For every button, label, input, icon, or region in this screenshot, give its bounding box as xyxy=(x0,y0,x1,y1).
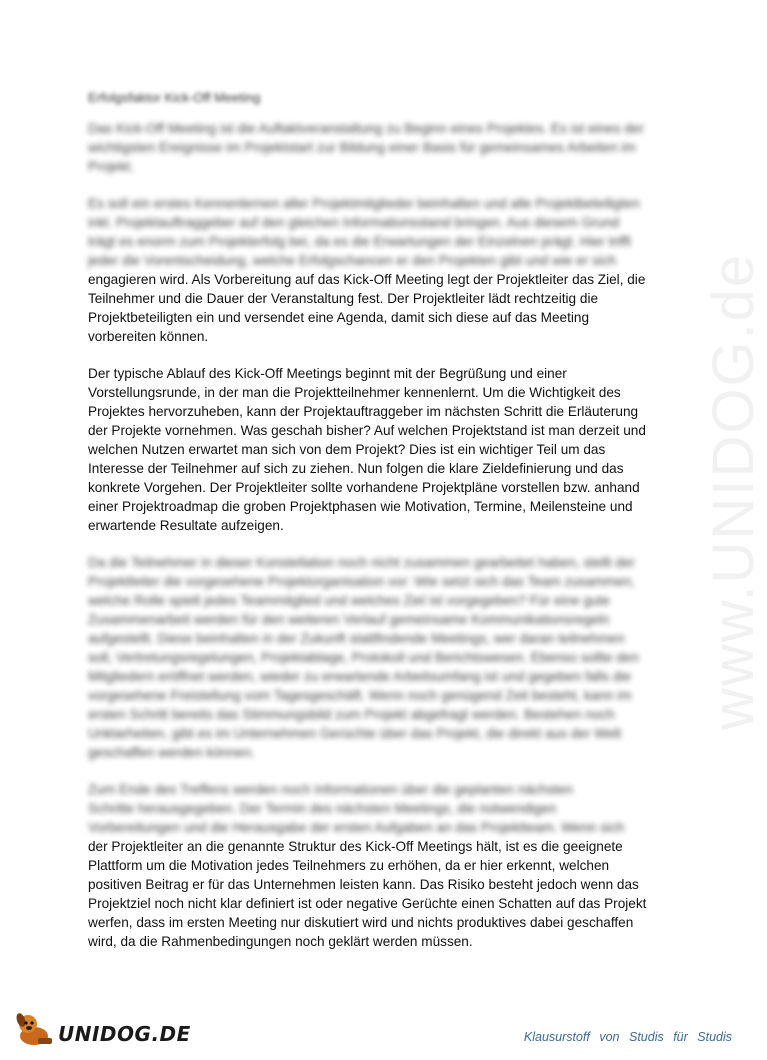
unidog-logo[interactable] xyxy=(14,1008,191,1048)
text-line: soll, Vertretungsregelungen, Projektablage, Protokoll und Berichtswesen. Ebenso sollte den xyxy=(88,650,639,665)
text-line: der Projektleiter an die genannte Struktur des Kick-Off Meetings hält, ist es die geeignete xyxy=(88,839,623,854)
text-line: Interesse der Teilnehmer auf sich zu ziehen. Nun folgen die klare Zieldefinierung und das xyxy=(88,461,624,476)
text-line: Es soll ein erstes Kennenlernen aller Projektmitglieder beinhalten und alle Projektbeteiligten xyxy=(88,196,640,211)
text-line: Schritte herausgegeben. Der Termin des nächsten Meetings, die notwendigen xyxy=(88,801,557,816)
text-line: trägt es enorm zum Projekterfolg bei, da es die Erwartungen der Einzelnen prägt. Hier trifft xyxy=(88,234,632,249)
text-line: ersten Schritt bereits das Stimmungsbild zum Projekt abgefragt werden. Bestehen noch xyxy=(88,707,615,722)
text-line: Projektbeteiligten ein und versendet eine Agenda, damit sich diese auf das Meeting xyxy=(88,310,590,325)
text-line: Vorbereitungen und die Herausgabe der ersten Aufgaben an das Projektteam. Wenn sich xyxy=(88,820,625,835)
watermark: www.UNIDOG.de xyxy=(701,252,766,730)
text-line: Vorstellungsrunde, in der man die Projektteilnehmer kennenlernt. Um die Wichtigkeit des xyxy=(88,385,621,400)
footer-tagline: Klausurstoff von Studis für Studis xyxy=(523,1030,732,1044)
text-line: Zum Ende des Treffens werden noch Informationen über die geplanten nächsten xyxy=(88,782,573,797)
text-line: vorbereiten können. xyxy=(88,329,209,344)
intro-paragraph: Das Kick-Off Meeting ist die Auftaktveranstaltung zu Beginn eines Projektes. Es ist eines der wichtigsten Ereignisse im Projektstart zur Bildung einer Basis für gemeinsames Arbeiten im Projekt. xyxy=(88,121,644,174)
text-line: Mitgliedern eröffnet werden, wieder zu erwartende Arbeitsumfang ist und gegeben falls die xyxy=(88,669,632,684)
text-line: wird, da die Rahmenbedingungen noch geklärt werden müssen. xyxy=(88,934,473,949)
text-line: geschaffen werden können. xyxy=(88,745,255,760)
text-line: welche Rolle spielt jedes Teammitglied und welches Ziel ist vorgegeben? Für eine gute xyxy=(88,593,610,608)
text-line: erwartende Resultate aufzeigen. xyxy=(88,518,284,533)
dog-mascot-icon xyxy=(14,1008,58,1048)
logo-text: UNIDOG.DE xyxy=(58,1022,191,1046)
text-line: Projektes hervorzuheben, kann der Projektauftraggeber im nächsten Schritt die Erläuterung xyxy=(88,404,639,419)
text-line: konkrete Vorgehen. Der Projektleiter sollte vorhandene Projektpläne vorstellen bzw. anhand xyxy=(88,480,640,495)
text-line: Projektleiter die vorgesehene Projektorganisation vor: Wie setzt sich das Team zusammen, xyxy=(88,574,635,589)
text-line: Teilnehmer und die Dauer der Veranstaltung fest. Der Projektleiter lädt rechtzeitig die xyxy=(88,291,599,306)
paragraph-organisation xyxy=(88,553,666,762)
text-line: Projektziel noch nicht klar definiert ist oder negative Gerüchte einen Schatten auf das Projekt xyxy=(88,896,647,911)
text-line: welchen Nutzen erwartet man sich von dem Projekt? Dies ist ein wichtiger Teil um das xyxy=(88,442,606,457)
text-line: positiven Beitrag er für das Unternehmen leisten kann. Das Risiko besteht jedoch wenn das xyxy=(88,877,639,892)
text-line: jeder die Vorentscheidung, welche Erfolgschancen er den Projekten gibt und wie er sich xyxy=(88,253,617,268)
text-line: einer Projektroadmap die groben Projektphasen wie Motivation, Termine, Meilensteine und xyxy=(88,499,633,514)
text-line: Der typische Ablauf des Kick-Off Meetings beginnt mit der Begrüßung und einer xyxy=(88,366,567,381)
text-line: aufgestellt. Diese beinhalten in der Zukunft stattfindende Meetings, wer daran teilnehmen xyxy=(88,631,625,646)
paragraph-preparation xyxy=(88,194,666,346)
text-line: Unklarheiten, gibt es im Unternehmen Gerüchte über das Projekt, die direkt aus der Welt xyxy=(88,726,622,741)
text-line: der Projekte vornehmen. Was geschah bisher? Auf welchen Projektstand ist man derzeit und xyxy=(88,423,646,438)
document-body xyxy=(88,88,666,969)
text-line: vorgesehene Freistellung vom Tagesgeschäft. Wenn noch genügend Zeit besteht, kann im xyxy=(88,688,632,703)
paragraph-closing xyxy=(88,780,666,951)
paragraph-agenda xyxy=(88,364,666,535)
text-line: Zusammenarbeit werden für den weiteren Verlauf gemeinsame Kommunikationsregeln xyxy=(88,612,610,627)
text-line: inkl. Projektauftraggeber auf den gleichen Informationsstand bringen. Aus diesem Grund xyxy=(88,215,620,230)
text-line: Da die Teilnehmer in dieser Konstellation noch nicht zusammen gearbeitet haben, stellt der xyxy=(88,555,635,570)
text-line: werfen, dass im ersten Meeting nur diskutiert wird und nichts produktives dabei geschaffen xyxy=(88,915,634,930)
text-line: engagieren wird. Als Vorbereitung auf das Kick-Off Meeting legt der Projektleiter das Ziel, die xyxy=(88,272,646,287)
text-line: Plattform um die Motivation jedes Teilnehmers zu erhöhen, da er hier erkennt, welchen xyxy=(88,858,610,873)
document-heading: Erfolgsfaktor Kick-Off Meeting xyxy=(88,90,261,105)
